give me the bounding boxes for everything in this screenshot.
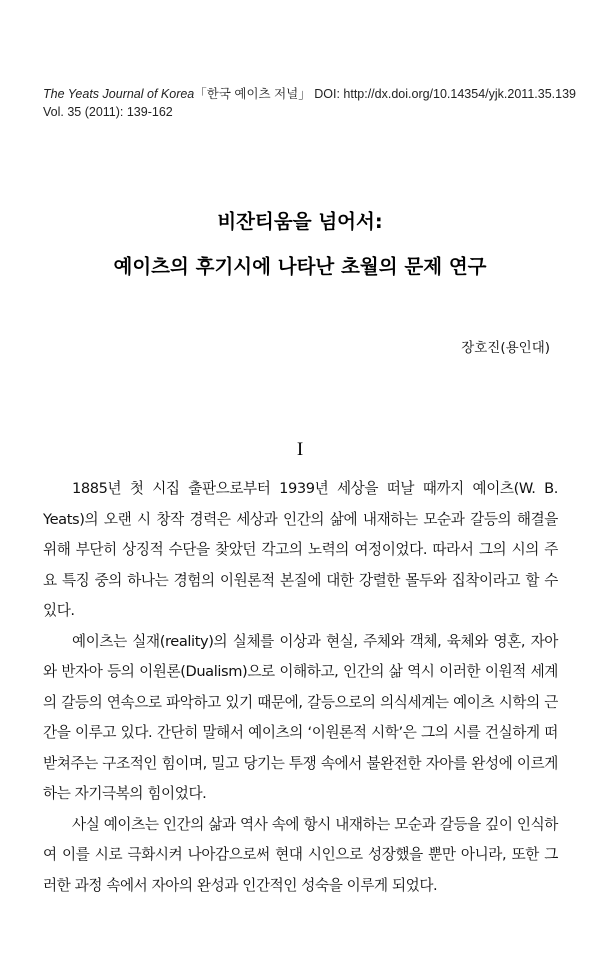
doi-link[interactable]: DOI: http://dx.doi.org/10.14354/yjk.2011.35.139 xyxy=(310,87,576,101)
paragraph-3: 사실 예이츠는 인간의 삶과 역사 속에 항시 내재하는 모순과 갈등을 깊이 인식하여 이를 시로 극화시켜 나아감으로써 현대 시인으로 성장했을 뿐만 아니라, 또한 그러한 과정 속에서 자아의 완성과 인간적인 성숙을 이루게 되었다. xyxy=(43,815,558,894)
journal-name: The Yeats Journal of Korea xyxy=(43,87,195,101)
paper-title-line-1: 비잔티움을 넘어서: xyxy=(217,210,383,233)
journal-header xyxy=(43,85,576,121)
journal-citation-line xyxy=(43,85,576,103)
paragraph-1: 1885년 첫 시집 출판으로부터 1939년 세상을 떠날 때까지 예이츠(W. B. Yeats)의 오랜 시 창작 경력은 세상과 인간의 삶에 내재하는 모순과 갈등의 해결을 위해 부단히 상징적 수단을 찾았던 각고의 노력의 여정이었다. 따라서 그의 시의 주요 특징 중의 하나는 경험의 이원론적 본질에 대한 강렬한 몰두와 집착이라고 할 수 있다. xyxy=(43,480,558,619)
volume-line: Vol. 35 (2011): 139-162 xyxy=(43,105,173,119)
journal-korean-name: 「한국 예이츠 저널」 xyxy=(194,87,311,101)
author-affiliation: 장호진(용인대) xyxy=(461,340,550,356)
paragraph-2: 예이츠는 실재(reality)의 실체를 이상과 현실, 주체와 객체, 육체와 영혼, 자아와 반자아 등의 이원론(Dualism)으로 이해하고, 인간의 삶 역시 이러한 이원적 세계의 갈등의 연속으로 파악하고 있기 때문에, 갈등으로의 의식세계는 예이츠 시학의 근간을 이루고 있다. 간단히 말해서 예이츠의 ‘이원론적 시학’은 그의 시를 건실하게 떠받쳐주는 구조적인 힘이며, 밀고 당기는 투쟁 속에서 불완전한 자아를 완성에 이르게 하는 자기극복의 힘이었다. xyxy=(43,632,558,802)
paper-title-line-2: 예이츠의 후기시에 나타난 초월의 문제 연구 xyxy=(113,255,487,278)
body-text xyxy=(43,474,558,901)
section-heading: I xyxy=(296,439,304,460)
